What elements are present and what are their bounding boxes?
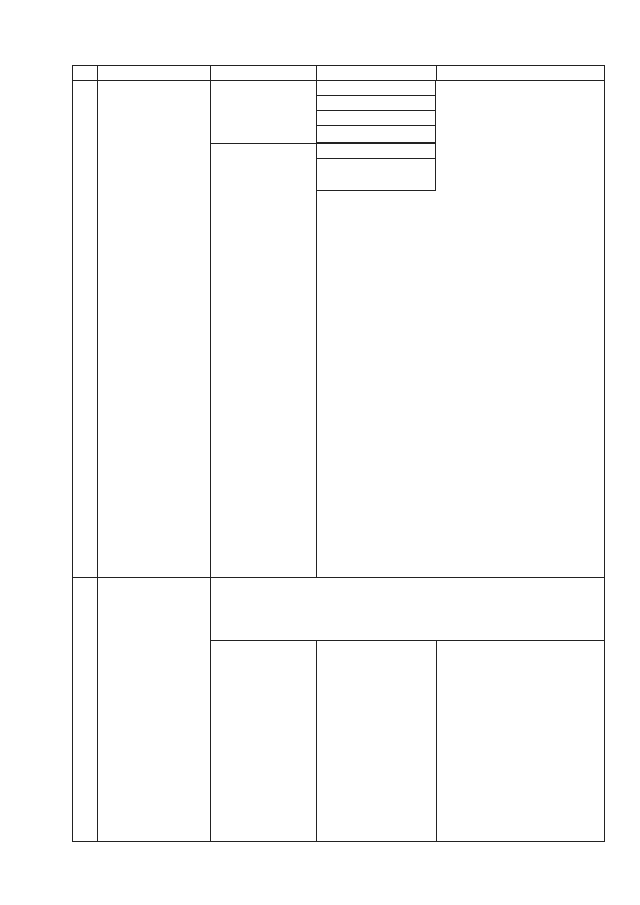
settlement-cell (316, 95, 436, 111)
header-col-4 (316, 66, 436, 80)
settlement-cell (316, 110, 436, 126)
header-col-1 (72, 66, 97, 80)
settlement-cell (316, 143, 436, 159)
settlement-cell-two-line (316, 158, 436, 191)
col-divider-2 (210, 65, 211, 842)
row-21-top-border (72, 577, 605, 578)
settlement-row-border (210, 143, 316, 144)
settlement-cell (316, 80, 436, 96)
header-col-3 (210, 66, 316, 80)
header-col-2 (97, 66, 210, 80)
col-divider-3b (316, 640, 317, 842)
settlement-cell (316, 125, 436, 143)
header-col-5 (436, 66, 605, 80)
decision-bottom-border (210, 640, 605, 641)
col-divider-4b (436, 640, 437, 842)
col-divider-1 (97, 65, 98, 842)
